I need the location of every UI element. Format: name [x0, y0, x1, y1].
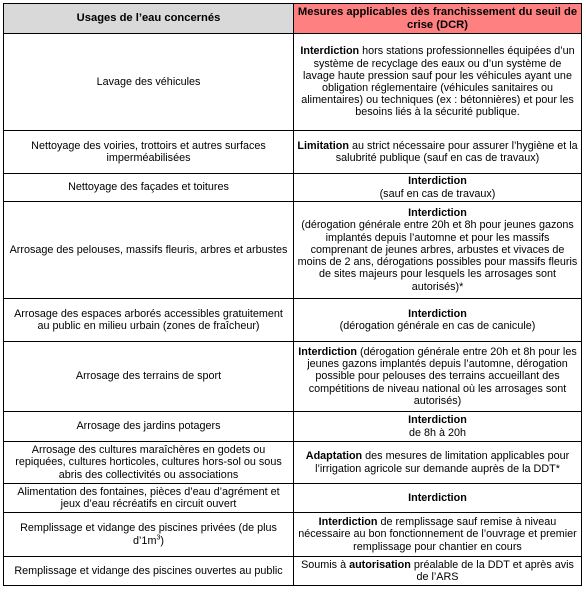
table-row: [4, 412, 582, 442]
usage-cell: Arrosage des terrains de sport: [4, 342, 294, 412]
usage-text: Remplissage et vidange des piscines privées (de plus d’1m: [20, 522, 277, 547]
superscript-three: 3: [156, 533, 161, 541]
measure-cell: [294, 174, 582, 202]
measure-cell: [294, 34, 582, 131]
usage-cell: Lavage des véhicules: [4, 34, 294, 131]
measure-keyword: Interdiction: [300, 45, 360, 58]
measure-text: préalable de la DDT et après avis de l’ARS: [410, 558, 574, 583]
measure-cell: [294, 202, 582, 299]
measure-keyword: Adaptation: [305, 450, 363, 463]
measure-keyword: Interdiction: [298, 345, 358, 358]
measure-keyword: Interdiction: [408, 175, 467, 188]
table-row: [4, 202, 582, 299]
table-header-row: [4, 4, 582, 34]
measure-cell: [294, 484, 582, 513]
table-row: [4, 174, 582, 202]
measure-text: (sauf en cas de travaux): [379, 187, 496, 200]
table-row: [4, 34, 582, 131]
header-measures: Mesures applicables dès franchissement du seuil de crise (DCR): [294, 4, 582, 34]
table-row: [4, 299, 582, 342]
measure-cell: [294, 342, 582, 412]
measure-text: (dérogation générale en cas de canicule): [339, 320, 536, 332]
usage-cell: Arrosage des jardins potagers: [4, 412, 294, 442]
usage-cell: Nettoyage des voiries, trottoirs et autres surfaces imperméabilisées: [4, 131, 294, 174]
measure-text: de 8h à 20h: [408, 426, 467, 439]
usage-cell: [4, 513, 294, 557]
header-usages: Usages de l’eau concernés: [4, 4, 294, 34]
table-row: [4, 557, 582, 586]
usage-cell: Alimentation des fontaines, pièces d’eau d’agrément et jeux d’eau récréatifs en circuit ouvert: [4, 484, 294, 513]
measure-keyword: Interdiction: [318, 516, 378, 529]
measure-cell: [294, 131, 582, 174]
usage-cell: Arrosage des cultures maraîchères en godets ou repiquées, cultures horticoles, cultures hors-sol ou sous abris des collectivités ou associations: [4, 442, 294, 484]
measure-keyword: autorisation: [349, 558, 411, 571]
table-row: [4, 131, 582, 174]
usage-text-end: ): [160, 534, 164, 547]
measure-text: hors stations professionnelles équipées d’un système de recyclage des eaux ou d’un système de lavage haute pression sauf pour les véhicules ayant une obligation réglementaire (véhicules sanitaires ou alimentaires) ou techniques (ex : bétonnières) et pour les besoins liés à la sécurité publique.: [301, 45, 575, 119]
measure-prefix: Soumis à: [301, 558, 350, 571]
table-row: [4, 513, 582, 557]
water-usage-table: [3, 3, 582, 586]
measure-text: (dérogation générale entre 20h et 8h pour jeunes gazons implantés depuis l’automne et pour les massifs comprenant de jeunes arbres, arbustes et vivaces de moins de 2 ans, dérogations possibles pour massifs fleuris de sites majeurs pour lesquels les arrosages sont autorisés)*: [297, 219, 578, 293]
measure-cell: [294, 299, 582, 342]
measure-text: de remplissage sauf remise à niveau nécessaire au bon fonctionnement de l’ouvrage et premier remplissage pour chantier en cours: [298, 516, 577, 553]
table-row: [4, 342, 582, 412]
measure-cell: [294, 557, 582, 586]
measure-keyword: Interdiction: [408, 491, 467, 504]
measure-text: des mesures de limitation applicables pour l’irrigation agricole sur demande auprès de la DDT*: [315, 450, 570, 475]
measure-keyword: Interdiction: [408, 307, 467, 320]
usage-cell: Arrosage des pelouses, massifs fleuris, arbres et arbustes: [4, 202, 294, 299]
table-row: [4, 442, 582, 484]
table-row: [4, 484, 582, 513]
measure-cell: [294, 442, 582, 484]
usage-cell: Nettoyage des façades et toitures: [4, 174, 294, 202]
measure-cell: [294, 513, 582, 557]
usage-cell: Arrosage des espaces arborés accessibles gratuitement au public en milieu urbain (zones de fraîcheur): [4, 299, 294, 342]
measure-cell: [294, 412, 582, 442]
measure-keyword: Limitation: [297, 139, 349, 152]
usage-cell: Remplissage et vidange des piscines ouvertes au public: [4, 557, 294, 586]
measure-keyword: Interdiction: [408, 414, 467, 427]
measure-text: (dérogation générale entre 20h et 8h pour les jeunes gazons implantés depuis l’automne, dérogation possible pour pelouses des terrains accueillant des compétitions de niveau national où les arrosages sont autorisés): [307, 345, 577, 407]
measure-keyword: Interdiction: [408, 207, 467, 220]
measure-text: au strict nécessaire pour assurer l’hygiène et la salubrité publique (sauf en cas de travaux): [335, 139, 578, 164]
